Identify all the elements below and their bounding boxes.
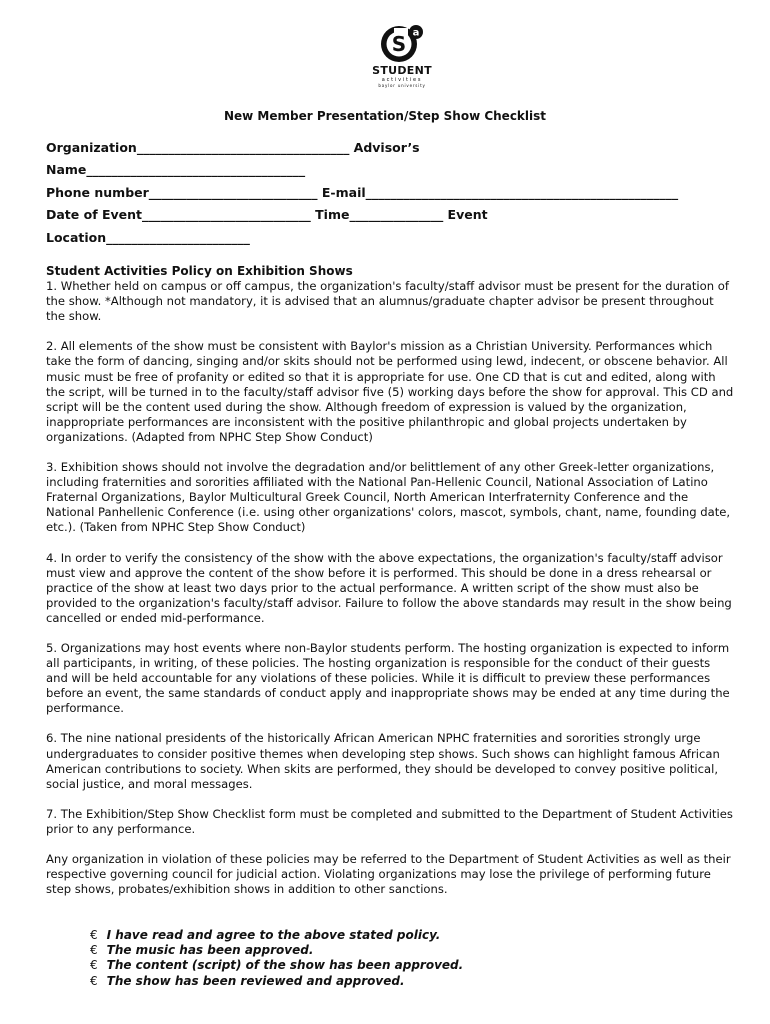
student-activities-logo [366,20,438,88]
checkbox-bullet-icon[interactable]: € [90,928,98,942]
policy-section [46,264,734,912]
checklist-item[interactable] [90,974,463,989]
checkbox-bullet-icon[interactable]: € [90,973,98,988]
policy-paragraph-7: 7. The Exhibition/Step Show Checklist form must be completed and submitted to the Department of Student Activities prior to any performance. [46,806,733,836]
checklist-item[interactable] [90,958,463,973]
policy-paragraph-1: 1. Whether held on campus or off campus, the organization's faculty/staff advisor must be present for the duration of the show. *Although not mandatory, it is advised that an alumnus/graduate chapter advisor be present throughout the show. [46,279,729,324]
logo-subtitle: activities [381,77,423,83]
policy-paragraph-5: 5. Organizations may host events where non-Baylor students perform. The hosting organization is expected to inform all participants, in writing, of these policies. The hosting organization is responsible for the conduct of their guests and will be held accountable for any violations of these policies. While it is difficult to preview these performances before an event, the same standards of conduct apply and inappropriate shows may be ended at any time during the performance. [46,640,730,716]
svg-text:S: S [391,32,407,56]
sanctions-paragraph: Any organization in violation of these policies may be referred to the Department of Student Activities as well as their respective governing council for judicial action. Violating organizations may lose the privilege of performing future step shows, probates/exhibition shows in addition to other sanctions. [46,852,731,897]
name-field[interactable]: Name___________________________________ [46,162,306,177]
checklist-item[interactable] [90,928,463,943]
policy-paragraph-4: 4. In order to verify the consistency of the show with the above expectations, the organization's faculty/staff advisor must view and approve the content of the show before it is performed. This should be done in a dress rehearsal or practice of the show at least two days prior to the actual performance. A written script of the show must also be provided to the organization's faculty/staff advisor. Failure to follow the above standards may result in the show being cancelled or ended mid-performance. [46,550,732,625]
policy-heading: Student Activities Policy on Exhibition Shows [46,264,353,278]
page-title: New Member Presentation/Step Show Checklist [223,109,547,123]
checklist-item[interactable] [90,943,463,958]
logo-wordmark: STUDENT [372,64,432,77]
date-time-event-field[interactable]: Date of Event___________________________ Time_______________ Event [46,207,488,222]
checklist-item-label: I have read and agree to the above stated policy. [106,928,441,942]
location-field[interactable]: Location_______________________ [46,230,250,245]
checkbox-bullet-icon[interactable]: € [90,958,98,973]
checklist-item-label: The music has been approved. [106,943,314,958]
approval-checklist [90,928,463,989]
checkbox-bullet-icon[interactable]: € [90,943,98,958]
logo-emblem-icon [379,20,425,64]
policy-paragraph-6: 6. The nine national presidents of the historically African American NPHC fraternities and sororities strongly urge undergraduates to consider positive themes when developing step shows. Such shows can highlight famous African American contributions to society. When skits are performed, they should be developed to convey positive political, social justice, and moral messages. [46,731,720,791]
phone-email-field[interactable]: Phone number___________________________ E-mail__________________________________________________ [46,185,679,200]
policy-paragraph-3: 3. Exhibition shows should not involve the degradation and/or belittlement of any other Greek-letter organizations, including fraternities and sororities affiliated with the National Pan-Hellenic Council, National Association of Latino Fraternal Organizations, Baylor Multicultural Greek Council, North American Interfraternity Conference and the National Panhellenic Conference (i.e. using other organizations' colors, mascot, symbols, chant, name, founding date, etc.). (Taken from NPHC Step Show Conduct) [46,460,731,535]
svg-text:a: a [412,27,420,39]
logo-university: baylor university [378,83,426,88]
organization-advisor-field[interactable]: Organization__________________________________ Advisor’s [46,140,420,155]
checklist-item-label: The show has been reviewed and approved. [106,973,405,988]
checklist-item-label: The content (script) of the show has been approved. [106,958,464,973]
policy-paragraph-2: 2. All elements of the show must be consistent with Baylor's mission as a Christian University. Performances which take the form of dancing, singing and/or skits should not be performed using lewd, indecent, or obscene behavior. All music must be free of profanity or edited so that it is appropriate for use. One CD that is cut and edited, along with the script, will be turned in to the faculty/staff advisor five (5) working days before the show for approval. This CD and script will be the content used during the show. Although freedom of expression is valued by the organization, inappropriate performances are inconsistent with the positive philanthropic and global projects undertaken by organizations. (Adapted from NPHC Step Show Conduct) [46,339,734,444]
